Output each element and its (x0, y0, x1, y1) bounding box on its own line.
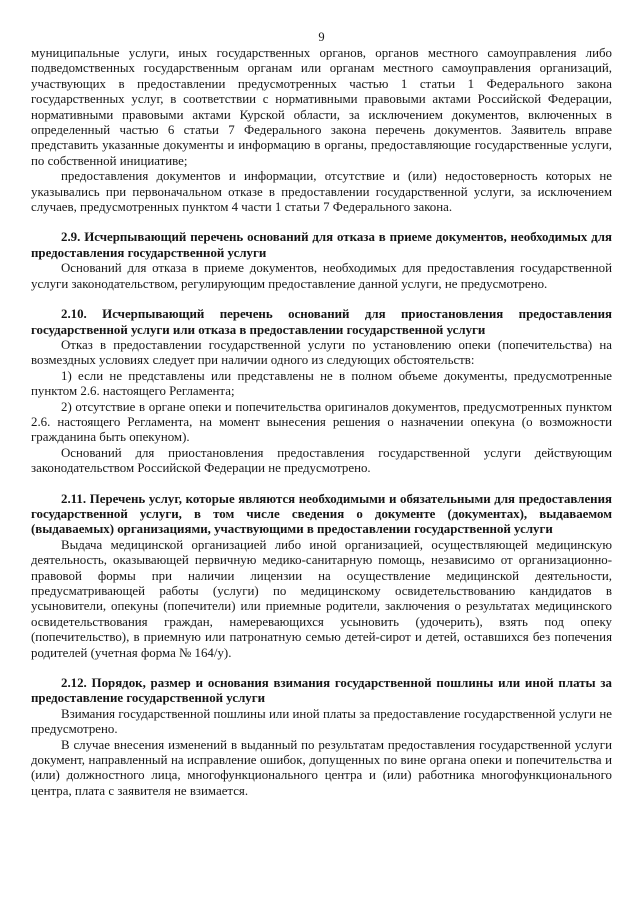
spacer (31, 477, 612, 492)
spacer (31, 215, 612, 230)
paragraph: муниципальные услуги, иных государственных органов, органов местного самоуправления либо подведомственных государственным органам или органам местного самоуправления организаций, участвующих в предоставлении предусмотренных частью 1 статьи 1 Федерального закона государственных услуг, в соответствии с нормативными правовыми актами Российской Федерации, нормативными правовыми актами Курской области, за исключением документов, включенных в определенный частью 6 статьи 7 Федерального закона перечень документов. Заявитель вправе представить указанные документы и информацию в органы, предоставляющие государственные услуги, по собственной инициативе; (31, 46, 612, 168)
section-heading: 2.9. Исчерпывающий перечень оснований для отказа в приеме документов, необходимых для предоставления государственной услуги (31, 230, 612, 260)
section-heading: 2.12. Порядок, размер и основания взимания государственной пошлины или иной платы за предоставление государственной услуги (31, 676, 612, 706)
section-heading: 2.11. Перечень услуг, которые являются необходимыми и обязательными для предоставления государственной услуги, в том числе сведения о документе (документах), выдаваемом (выдаваемых) организациями, участвующими в предоставлении государственной услуги (31, 491, 612, 537)
paragraph: предоставления документов и информации, отсутствие и (или) недостоверность которых не указывались при первоначальном отказе в предоставлении государственной услуги, за исключением случаев, предусмотренных пунктом 4 части 1 статьи 7 Федерального закона. (31, 169, 612, 215)
paragraph: Оснований для отказа в приеме документов, необходимых для предоставления государственной услуги законодательством, регулирующим предоставление данной услуги, не предусмотрено. (31, 261, 612, 291)
paragraph: В случае внесения изменений в выданный по результатам предоставления государственной услуги документ, направленный на исправление ошибок, допущенных по вине органа опеки и попечительства и (или) должностного лица, многофункционального центра и (или) работника многофункционального центра, плата с заявителя не взимается. (31, 737, 612, 798)
page-number: 9 (318, 30, 325, 44)
paragraph: Отказ в предоставлении государственной услуги по установлению опеки (попечительства) на возмездных условиях следует при наличии одного из следующих обстоятельств: (31, 337, 612, 368)
list-item: 2) отсутствие в органе опеки и попечительства оригиналов документов, предусмотренных пунктом 2.6. настоящего Регламента, на момент вынесения решения о назначении опекуна (о возможности гражданина быть опекуном). (31, 399, 612, 445)
spacer (31, 661, 612, 676)
spacer (31, 292, 612, 307)
paragraph: Оснований для приостановления предоставления государственной услуги действующим законодательством Российской Федерации не предусмотрено. (31, 445, 612, 476)
list-item: 1) если не представлены или представлены не в полном объеме документы, предусмотренные пунктом 2.6. настоящего Регламента; (31, 368, 612, 399)
paragraph: Выдача медицинской организацией либо иной организацией, осуществляющей медицинскую деятельность, оказывающей первичную медико-санитарную помощь, независимо от организационно-правовой формы при наличии лицензии на осуществление медицинской деятельности, предусматривающей работы (услуги) по медицинскому освидетельствованию кандидатов в усыновители, опекуны (попечители) или приемные родители, заключения о результатах медицинского освидетельствования граждан, намеревающихся усыновить (удочерить), взять под опеку (попечительство), в приемную или патронатную семью детей-сирот и детей, оставшихся без попечения родителей (учетная форма № 164/у). (31, 537, 612, 660)
section-heading: 2.10. Исчерпывающий перечень оснований для приостановления предоставления государственной услуги или отказа в предоставлении государственной услуги (31, 307, 612, 337)
paragraph: Взимания государственной пошлины или иной платы за предоставление государственной услуги не предусмотрено. (31, 706, 612, 737)
section-2-10 (31, 307, 612, 476)
section-2-11 (31, 492, 612, 661)
section-2-12 (31, 676, 612, 799)
section-2-9 (31, 230, 612, 292)
